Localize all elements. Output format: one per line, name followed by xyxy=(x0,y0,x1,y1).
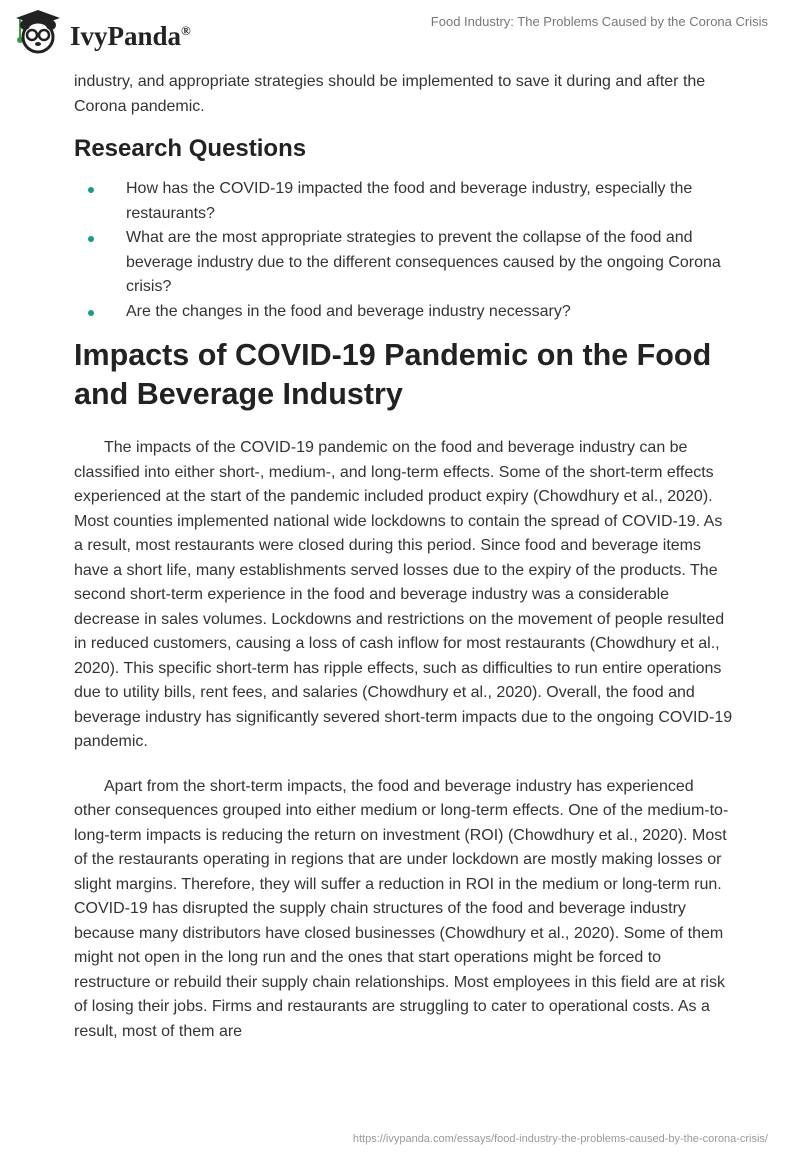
bullet-icon xyxy=(88,236,94,242)
list-item xyxy=(74,226,734,300)
body-paragraph: Apart from the short-term impacts, the food and beverage industry has experienced other consequences grouped into either medium or long-term effects. One of the medium-to-long-term impacts is reducing the return on investment (ROI) (Chowdhury et al., 2020). Most of the restaurants operating in regions that are under lockdown are mostly making losses or slight margins. Therefore, they will suffer a reduction in ROI in the medium or long-term run. COVID-19 has disrupted the supply chain structures of the food and beverage industry because many distributors have closed businesses (Chowdhury et al., 2020). Some of them might not open in the long run and the ones that start operations might be forced to restructure or rebuild their supply chain relationships. Most employees in this field are at risk of losing their jobs. Firms and restaurants are struggling to cater to operational costs. As a result, most of them are xyxy=(74,777,729,1040)
bullet-icon xyxy=(88,310,94,316)
question-text: Are the changes in the food and beverage industry necessary? xyxy=(126,302,571,320)
document-title: Food Industry: The Problems Caused by the Corona Crisis xyxy=(430,14,768,29)
list-item xyxy=(74,177,734,226)
research-questions-list xyxy=(74,177,734,324)
list-item xyxy=(74,300,734,325)
panda-logo-icon xyxy=(12,8,64,54)
research-questions-heading: Research Questions xyxy=(74,135,307,162)
logo[interactable] xyxy=(12,8,191,54)
question-text: What are the most appropriate strategies to prevent the collapse of the food and beverage industry due to the different consequences caused by the ongoing Corona crisis? xyxy=(126,229,721,295)
intro-paragraph-tail: industry, and appropriate strategies should be implemented to save it during and after the Corona pandemic. xyxy=(74,73,706,115)
impacts-heading: Impacts of COVID-19 Pandemic on the Food and Beverage Industry xyxy=(74,338,712,411)
essay-content xyxy=(74,70,734,1044)
logo-text: IvyPanda® xyxy=(70,20,191,51)
question-text: How has the COVID-19 impacted the food and beverage industry, especially the restaurants? xyxy=(126,180,693,222)
bullet-icon xyxy=(88,187,94,193)
body-paragraph: The impacts of the COVID-19 pandemic on the food and beverage industry can be classified into either short-, medium-, and long-term effects. Some of the short-term effects experienced at the start of the pandemic included product expiry (Chowdhury et al., 2020). Most counties implemented national wide lockdowns to contain the spread of COVID-19. As a result, most restaurants were closed during this period. Since food and beverage items have a short life, many establishments served losses due to the expiry of the products. The second short-term experience in the food and beverage industry was a considerable decrease in sales volumes. Lockdowns and restrictions on the movement of people resulted in reduced customers, causing a loss of cash inflow for most restaurants (Chowdhury et al., 2020). This specific short-term has ripple effects, such as difficulties to run entire operations due to utility bills, rent fees, and salaries (Chowdhury et al., 2020). Overall, the food and beverage industry has significantly severed short-term impacts due to the ongoing COVID-19 pandemic. xyxy=(74,439,733,750)
source-url[interactable]: https://ivypanda.com/essays/food-industry-the-problems-caused-by-the-corona-crisis/ xyxy=(352,1133,768,1145)
page-header xyxy=(0,0,800,60)
